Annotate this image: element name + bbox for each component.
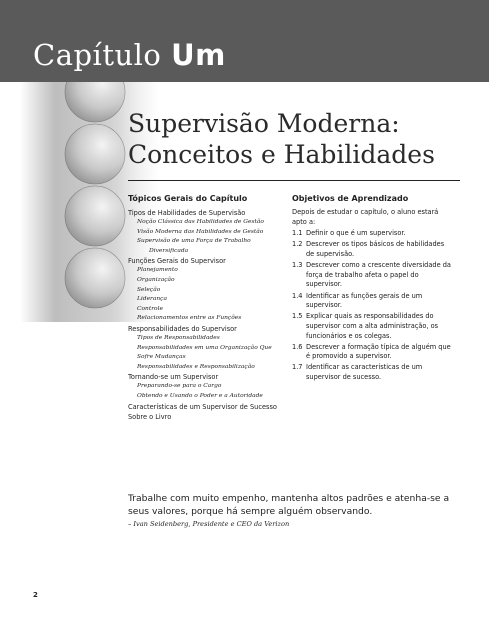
subtopic-item: Relacionamentos entre as Funções [137,315,242,322]
topic-item: Tornando-se um Supervisor [128,373,219,382]
topic-item: Funções Gerais do Supervisor [128,257,226,266]
subtopic-item: Sofre Mudanças [137,354,186,361]
chapter-label [33,38,226,72]
subtopic-item: Visão Moderna das Habilidades de Gestão [137,228,264,235]
objectives-column [292,194,452,384]
chapter-number: Um [171,38,226,72]
objectives-intro: Depois de estudar o capítulo, o aluno estará apto a: [292,208,439,226]
objective-item [292,292,452,311]
subtopic-item: Responsabilidades em uma Organização Que [137,344,272,351]
objective-text: Identificar as funções gerais de um supervisor. [306,291,423,310]
subtopic-item: Organização [137,276,175,283]
objective-item [292,229,452,239]
topic-item: Características de um Supervisor de Sucesso [128,402,277,411]
chapter-title [128,108,435,170]
objective-number: 1.6 [292,342,303,351]
objective-number: 1.2 [292,240,303,249]
objective-number: 1.4 [292,291,303,300]
objective-number: 1.5 [292,312,303,321]
topic-item: Tipos de Habilidades de Supervisão [128,209,246,217]
objective-item [292,261,452,290]
subtopic-item: Seleção [137,286,161,293]
objective-text: Explicar quais as responsabilidades do supervisor com a alta administração, os funcionários e os colegas. [306,312,439,340]
subtopic-item: Preparando-se para o Cargo [137,383,222,390]
objectives-heading: Objetivos de Aprendizado [292,194,409,203]
epigraph-quote: Trabalhe com muito empenho, mantenha altos padrões e atenha-se a seus valores, porque há sempre alguém observando. [128,493,450,517]
topics-column [128,194,288,422]
chapter-word: Capítulo [33,38,162,72]
subtopic-item: Liderança [137,296,167,303]
chapter-title-line-1: Supervisão Moderna: [128,109,400,138]
objective-number: 1.3 [292,261,303,270]
chapter-title-line-2: Conceitos e Habilidades [128,140,435,169]
objective-number: 1.1 [292,229,303,238]
title-divider [128,180,460,181]
objectives-list [292,229,452,382]
subtopic-item: Supervisão de uma Força de Trabalho [137,238,251,245]
subtopic-item: Noção Clássica das Habilidades de Gestão [137,219,264,225]
topics-list [128,208,288,422]
subtopic-item: Controle [137,305,163,312]
subtopic-item: Diversificada [149,247,189,254]
objective-number: 1.7 [292,363,303,372]
subtopic-item: Obtendo e Usando o Poder e a Autoridade [137,392,263,399]
objective-text: Definir o que é um supervisor. [306,229,406,238]
objective-text: Descrever os tipos básicos de habilidades de supervisão. [306,240,445,258]
topic-item: Sobre o Livro [128,412,172,421]
objective-item [292,312,452,341]
subtopic-item: Responsabilidades e Responsabilização [137,363,255,370]
page-number: 2 [33,591,38,599]
objective-item [292,240,452,259]
objective-item [292,363,452,382]
topics-heading: Tópicos Gerais do Capítulo [128,194,248,203]
objective-item [292,343,452,362]
subtopic-item: Planejamento [137,267,178,274]
topic-item: Responsabilidades do Supervisor [128,324,237,333]
subtopic-item: Tipos de Responsabilidades [137,334,220,341]
epigraph-attribution: – Ivan Seidenberg, Presidente e CEO da Verizon [128,520,290,528]
objective-text: Identificar as características de um supervisor de sucesso. [306,363,423,382]
objective-text: Descrever a formação típica de alguém que é promovido a supervisor. [306,342,451,361]
objective-text: Descrever como a crescente diversidade da força de trabalho afeta o papel do supervisor. [306,261,451,289]
